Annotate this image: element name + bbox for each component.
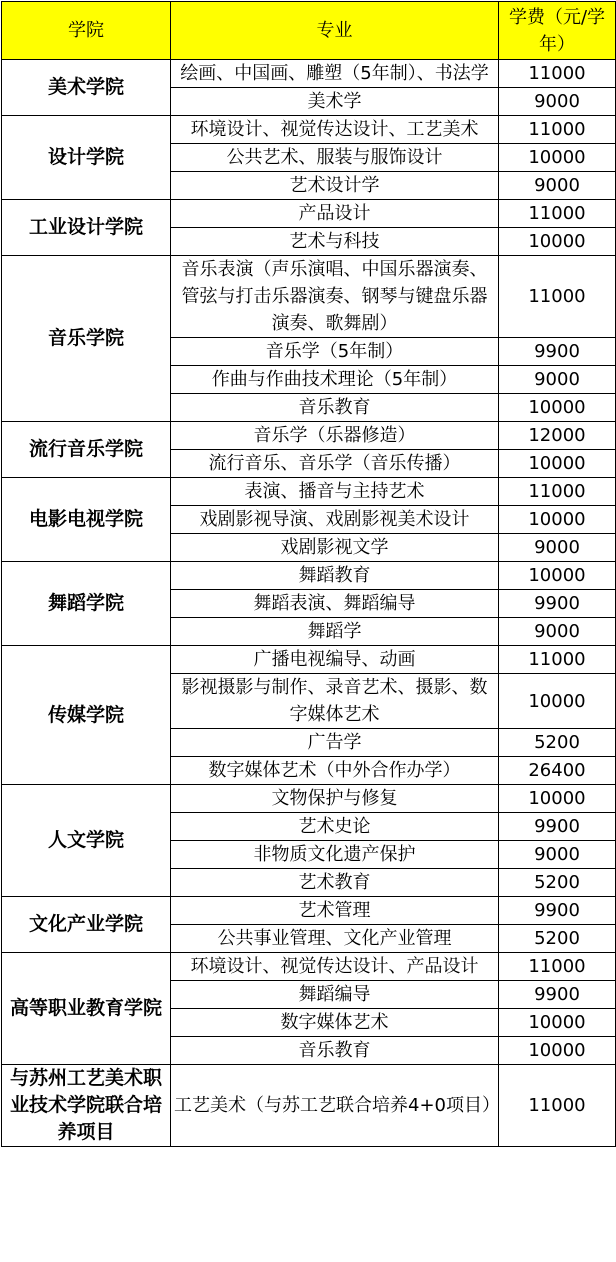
college-cell: 美术学院 (2, 60, 171, 116)
fee-cell: 10000 (499, 1009, 616, 1037)
major-cell: 舞蹈编导 (171, 981, 499, 1009)
table-row (2, 897, 616, 925)
major-cell: 舞蹈教育 (171, 562, 499, 590)
college-cell: 传媒学院 (2, 646, 171, 785)
major-cell: 文物保护与修复 (171, 785, 499, 813)
major-cell: 环境设计、视觉传达设计、工艺美术 (171, 116, 499, 144)
major-cell: 艺术设计学 (171, 172, 499, 200)
fee-cell: 10000 (499, 144, 616, 172)
fee-cell: 11000 (499, 200, 616, 228)
table-row (2, 785, 616, 813)
major-cell: 作曲与作曲技术理论（5年制） (171, 366, 499, 394)
header-college: 学院 (2, 2, 171, 60)
fee-cell: 10000 (499, 506, 616, 534)
major-cell: 音乐学（乐器修造） (171, 422, 499, 450)
college-cell: 电影电视学院 (2, 478, 171, 562)
fee-cell: 10000 (499, 785, 616, 813)
fee-cell: 9000 (499, 88, 616, 116)
header-row (2, 2, 616, 60)
fee-cell: 10000 (499, 394, 616, 422)
college-cell: 音乐学院 (2, 256, 171, 422)
fee-cell: 11000 (499, 1065, 616, 1147)
college-cell: 高等职业教育学院 (2, 953, 171, 1065)
fee-cell: 9000 (499, 366, 616, 394)
major-cell: 广告学 (171, 729, 499, 757)
college-cell: 文化产业学院 (2, 897, 171, 953)
table-row (2, 562, 616, 590)
fee-cell: 10000 (499, 562, 616, 590)
major-cell: 音乐教育 (171, 394, 499, 422)
fee-cell: 5200 (499, 925, 616, 953)
college-cell: 流行音乐学院 (2, 422, 171, 478)
major-cell: 戏剧影视文学 (171, 534, 499, 562)
fee-cell: 26400 (499, 757, 616, 785)
fee-cell: 11000 (499, 646, 616, 674)
table-row (2, 116, 616, 144)
table-row (2, 646, 616, 674)
table-body (2, 60, 616, 1147)
major-cell: 环境设计、视觉传达设计、产品设计 (171, 953, 499, 981)
college-cell: 与苏州工艺美术职业技术学院联合培养项目 (2, 1065, 171, 1147)
major-cell: 公共事业管理、文化产业管理 (171, 925, 499, 953)
major-cell: 艺术史论 (171, 813, 499, 841)
major-cell: 舞蹈学 (171, 618, 499, 646)
fee-cell: 9000 (499, 172, 616, 200)
table-row (2, 200, 616, 228)
table-row (2, 1065, 616, 1147)
table-row (2, 953, 616, 981)
fee-cell: 10000 (499, 450, 616, 478)
college-cell: 工业设计学院 (2, 200, 171, 256)
fee-cell: 12000 (499, 422, 616, 450)
fee-cell: 5200 (499, 729, 616, 757)
major-cell: 流行音乐、音乐学（音乐传播） (171, 450, 499, 478)
fee-cell: 11000 (499, 256, 616, 338)
table-row (2, 256, 616, 338)
fee-cell: 10000 (499, 1037, 616, 1065)
college-cell: 舞蹈学院 (2, 562, 171, 646)
major-cell: 艺术管理 (171, 897, 499, 925)
header-fee: 学费（元/学年） (499, 2, 616, 60)
fee-cell: 9900 (499, 590, 616, 618)
major-cell: 艺术教育 (171, 869, 499, 897)
fee-cell: 9000 (499, 841, 616, 869)
college-cell: 设计学院 (2, 116, 171, 200)
major-cell: 音乐表演（声乐演唱、中国乐器演奏、管弦与打击乐器演奏、钢琴与键盘乐器演奏、歌舞剧） (171, 256, 499, 338)
major-cell: 广播电视编导、动画 (171, 646, 499, 674)
major-cell: 表演、播音与主持艺术 (171, 478, 499, 506)
major-cell: 音乐学（5年制） (171, 338, 499, 366)
major-cell: 美术学 (171, 88, 499, 116)
fee-cell: 9000 (499, 534, 616, 562)
major-cell: 艺术与科技 (171, 228, 499, 256)
header-major: 专业 (171, 2, 499, 60)
major-cell: 绘画、中国画、雕塑（5年制）、书法学 (171, 60, 499, 88)
fee-cell: 10000 (499, 674, 616, 729)
college-cell: 人文学院 (2, 785, 171, 897)
major-cell: 非物质文化遗产保护 (171, 841, 499, 869)
fee-cell: 11000 (499, 60, 616, 88)
fee-cell: 9900 (499, 981, 616, 1009)
major-cell: 音乐教育 (171, 1037, 499, 1065)
fee-cell: 11000 (499, 478, 616, 506)
major-cell: 影视摄影与制作、录音艺术、摄影、数字媒体艺术 (171, 674, 499, 729)
major-cell: 舞蹈表演、舞蹈编导 (171, 590, 499, 618)
fee-cell: 9900 (499, 813, 616, 841)
table-row (2, 60, 616, 88)
table-row (2, 422, 616, 450)
major-cell: 数字媒体艺术 (171, 1009, 499, 1037)
fee-cell: 5200 (499, 869, 616, 897)
table-row (2, 478, 616, 506)
major-cell: 戏剧影视导演、戏剧影视美术设计 (171, 506, 499, 534)
tuition-table (1, 1, 616, 1147)
fee-cell: 10000 (499, 228, 616, 256)
major-cell: 工艺美术（与苏工艺联合培养4+0项目） (171, 1065, 499, 1147)
fee-cell: 9900 (499, 897, 616, 925)
fee-cell: 9000 (499, 618, 616, 646)
major-cell: 公共艺术、服装与服饰设计 (171, 144, 499, 172)
fee-cell: 9900 (499, 338, 616, 366)
major-cell: 数字媒体艺术（中外合作办学） (171, 757, 499, 785)
fee-cell: 11000 (499, 953, 616, 981)
fee-cell: 11000 (499, 116, 616, 144)
major-cell: 产品设计 (171, 200, 499, 228)
